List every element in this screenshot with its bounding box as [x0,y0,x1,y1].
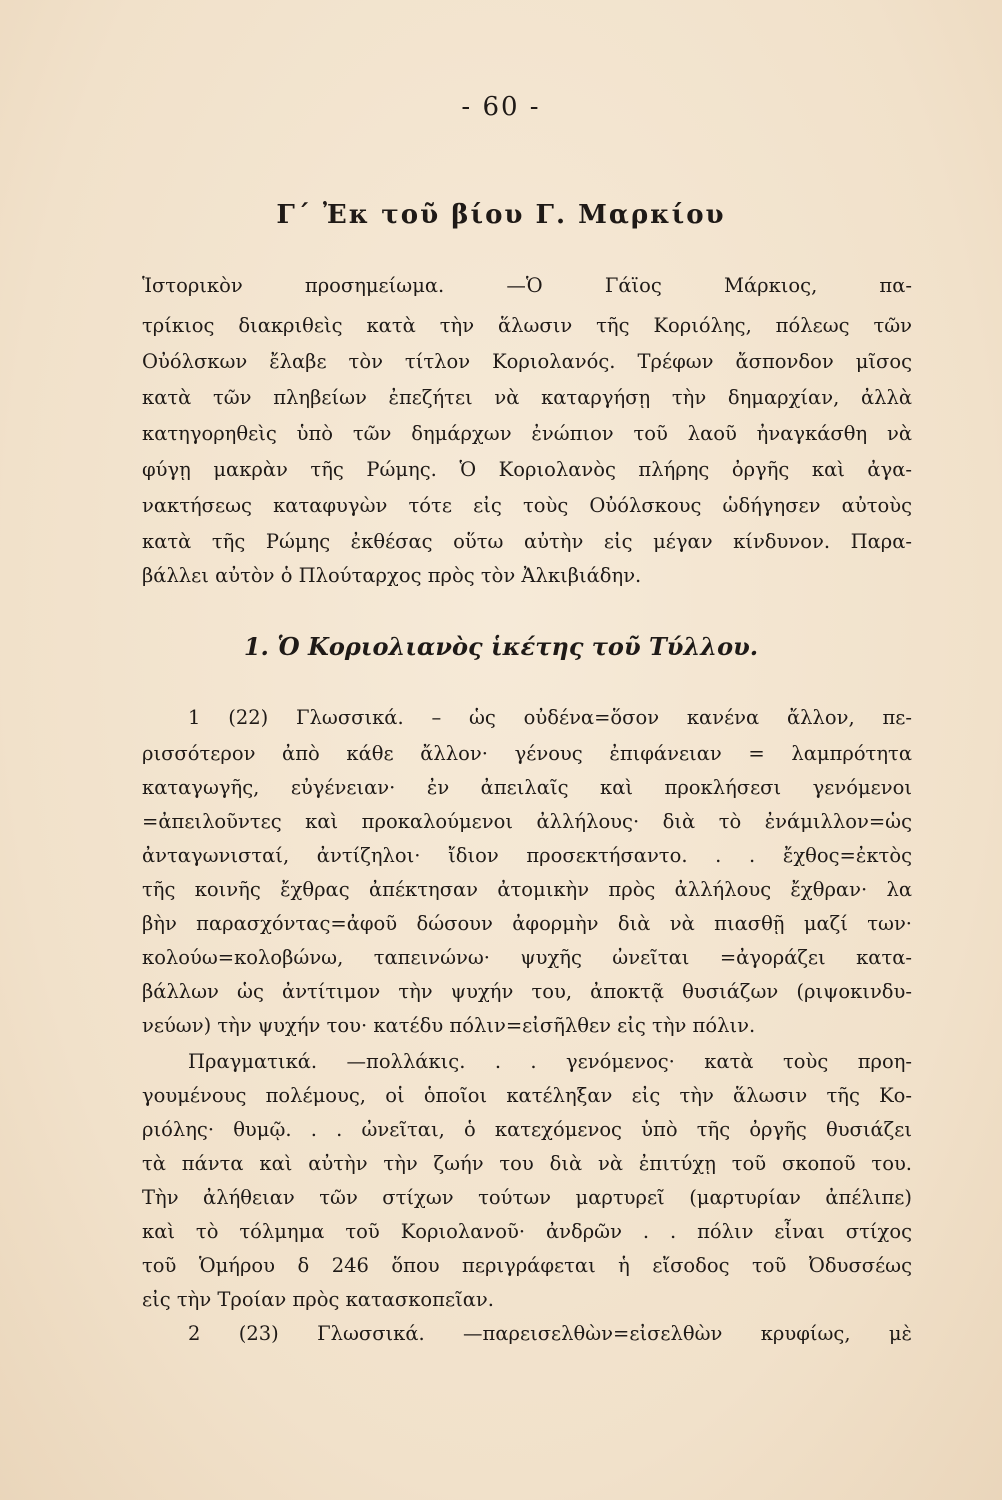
intro-line: κατὰ τῆς Ρώμης ἐκθέσας οὕτω αὐτὴν εἰς μέγαν κίνδυνον. Παρα- [142,530,912,553]
subsection-heading: 1. Ὁ Κοριολιανὸς ἱκέτης τοῦ Τύλλου. [243,632,759,661]
body-line: βὴν παρασχόντας=ἀφοῦ δώσουν ἀφορμὴν διὰ νὰ πιασθῇ μαζί των· [142,912,912,935]
intro-line: φύγῃ μακρὰν τῆς Ρώμης. Ὁ Κοριολανὸς πλήρης ὀργῆς καὶ ἀγα- [142,458,912,481]
body-line: νεύων) τὴν ψυχήν του· κατέδυ πόλιν=εἰσῆλθεν εἰς τὴν πόλιν. [142,1014,756,1037]
body-line: ἀνταγωνισταί, ἀντίζηλοι· ἴδιον προσεκτήσαντο. . . ἔχθος=ἐκτὸς [142,844,912,867]
body-line: βάλλων ὡς ἀντίτιμον τὴν ψυχήν του, ἀποκτᾷ θυσιάζων (ριψοκινδυ- [142,980,912,1003]
body-line: 2 (23) Γλωσσικά. —παρεισελθὼν=εἰσελθὼν κρυφίως, μὲ [188,1322,912,1345]
body-line: τοῦ Ὁμήρου δ 246 ὅπου περιγράφεται ἡ εἴσοδος τοῦ Ὀδυσσέως [142,1254,912,1277]
intro-line: κατηγορηθεὶς ὑπὸ τῶν δημάρχων ἐνώπιον τοῦ λαοῦ ἠναγκάσθη νὰ [142,422,912,445]
body-line: εἰς τὴν Τροίαν πρὸς κατασκοπεῖαν. [142,1288,494,1311]
body-line: Πραγματικά. —πολλάκις. . . γενόμενος· κατὰ τοὺς προη- [188,1050,912,1073]
body-line: καταγωγῆς, εὐγένειαν· ἐν ἀπειλαῖς καὶ προκλήσεσι γενόμενοι [142,776,912,799]
body-line: κολούω=κολοβώνω, ταπεινώνω· ψυχῆς ὠνεῖται =ἀγοράζει κατα- [142,946,912,969]
section-heading: Γ΄ Ἐκ τοῦ βίου Γ. Μαρκίου [276,200,726,230]
body-line: =ἀπειλοῦντες καὶ προκαλούμενοι ἀλλήλους· διὰ τὸ ἐνάμιλλον=ὡς [142,810,912,833]
page-number: - 60 - [461,92,541,122]
intro-line: Ἱστορικὸν προσημείωμα. —Ὁ Γάϊος Μάρκιος, πα- [142,274,912,297]
intro-line: βάλλει αὐτὸν ὁ Πλούταρχος πρὸς τὸν Ἀλκιβιάδην. [142,564,642,587]
intro-line: νακτήσεως καταφυγὼν τότε εἰς τοὺς Οὐόλσκους ὡδήγησεν αὐτοὺς [142,494,912,517]
body-line: ριόλης· θυμῷ. . . ὠνεῖται, ὁ κατεχόμενος ὑπὸ τῆς ὀργῆς θυσιάζει [142,1118,912,1141]
body-line: Τὴν ἀλήθειαν τῶν στίχων τούτων μαρτυρεῖ (μαρτυρίαν ἀπέλιπε) [142,1186,912,1209]
body-line: γουμένους πολέμους, οἱ ὁποῖοι κατέληξαν εἰς τὴν ἅλωσιν τῆς Κο- [142,1084,912,1107]
body-line: 1 (22) Γλωσσικά. – ὡς οὐδένα=ὅσον κανένα ἄλλον, πε- [188,706,912,729]
intro-line: τρίκιος διακριθεὶς κατὰ τὴν ἅλωσιν τῆς Κοριόλης, πόλεως τῶν [142,314,912,337]
body-line: καὶ τὸ τόλμημα τοῦ Κοριολανοῦ· ἀνδρῶν . . πόλιν εἶναι στίχος [142,1220,912,1243]
intro-line: Οὐόλσκων ἔλαβε τὸν τίτλον Κοριολανός. Τρέφων ἄσπονδον μῖσος [142,350,912,373]
intro-line: κατὰ τῶν πληβείων ἐπεζήτει νὰ καταργήσῃ τὴν δημαρχίαν, ἀλλὰ [142,386,912,409]
body-line: τῆς κοινῆς ἔχθρας ἀπέκτησαν ἀτομικὴν πρὸς ἀλλήλους ἔχθραν· λα [142,878,912,901]
body-line: ρισσότερον ἀπὸ κάθε ἄλλον· γένους ἐπιφάνειαν = λαμπρότητα [142,742,912,765]
body-line: τὰ πάντα καὶ αὐτὴν τὴν ζωήν του διὰ νὰ ἐπιτύχῃ τοῦ σκοποῦ του. [142,1152,912,1175]
